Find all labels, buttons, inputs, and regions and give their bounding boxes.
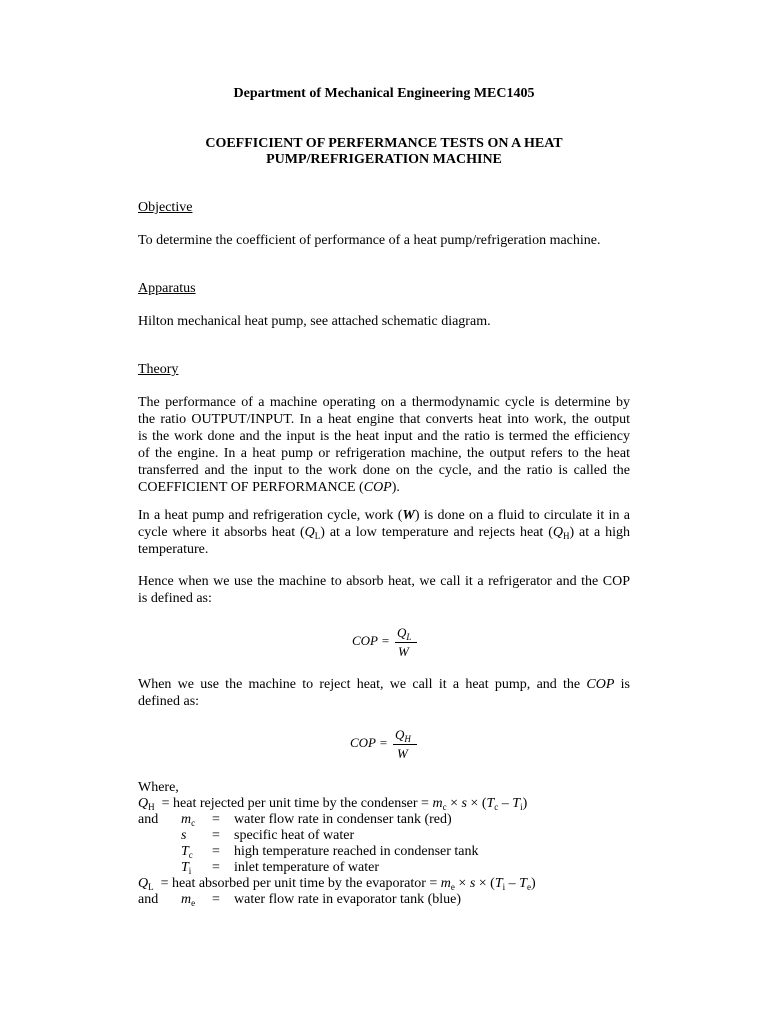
variable-symbol bbox=[181, 828, 186, 844]
formula-subscript: i bbox=[520, 802, 523, 812]
and-label: and bbox=[138, 812, 159, 827]
q-symbol: Q bbox=[552, 525, 563, 540]
formula-operator: × bbox=[446, 796, 462, 811]
equals-sign: = bbox=[212, 844, 220, 859]
text-line: is defined as: bbox=[138, 591, 212, 606]
formula-operator: – bbox=[498, 796, 513, 811]
formula-symbol: T bbox=[512, 796, 521, 811]
variable-symbol bbox=[181, 844, 193, 860]
cop-refrigerator-equation bbox=[352, 625, 422, 665]
formula-symbol: s bbox=[469, 876, 476, 891]
subscript: c bbox=[191, 818, 196, 828]
subscript: c bbox=[188, 850, 193, 860]
variable-symbol bbox=[181, 812, 195, 828]
formula-symbol: m bbox=[432, 796, 443, 811]
q-subscript: L bbox=[148, 882, 154, 892]
q-subscript: H bbox=[404, 734, 411, 744]
variable-description: high temperature reached in condenser tank bbox=[234, 844, 479, 859]
cop-symbol: COP bbox=[363, 480, 392, 495]
text-line bbox=[138, 507, 630, 524]
text-line bbox=[138, 524, 630, 541]
equation-denominator: W bbox=[397, 746, 408, 761]
formula-operator: ) bbox=[522, 796, 528, 811]
text-line bbox=[138, 676, 630, 693]
formula-symbol: T bbox=[486, 796, 495, 811]
text-fragment: In a heat pump and refrigeration cycle, work ( bbox=[138, 508, 403, 523]
formula-subscript: e bbox=[526, 882, 531, 892]
objective-heading: Objective bbox=[138, 200, 193, 215]
equation-lhs: COP = bbox=[352, 633, 390, 648]
q-symbol: Q bbox=[395, 727, 405, 742]
cop-heat-pump-equation bbox=[350, 727, 420, 767]
apparatus-heading: Apparatus bbox=[138, 281, 196, 296]
variable-symbol bbox=[181, 860, 191, 876]
variable-description: water flow rate in condenser tank (red) bbox=[234, 812, 452, 827]
formula-symbol: m bbox=[440, 876, 451, 891]
text-fragment: ). bbox=[391, 480, 400, 495]
text-fragment: cycle where it absorbs heat ( bbox=[138, 525, 305, 540]
ql-definition bbox=[138, 876, 536, 892]
text-fragment: COEFFICIENT OF PERFORMANCE ( bbox=[138, 480, 364, 495]
equation-numerator bbox=[395, 727, 411, 743]
and-label: and bbox=[138, 892, 159, 907]
symbol: m bbox=[181, 892, 192, 907]
formula-symbol: T bbox=[494, 876, 503, 891]
text-fragment: ) is done on a fluid to circulate it in a bbox=[414, 508, 630, 523]
department-heading: Department of Mechanical Engineering MEC1405 bbox=[233, 86, 535, 101]
text-line: defined as: bbox=[138, 694, 200, 709]
text-line: temperature. bbox=[138, 542, 209, 557]
text-fragment: When we use the machine to reject heat, we call it a heat pump, and the bbox=[138, 677, 587, 692]
symbol: s bbox=[181, 828, 187, 843]
qh-definition bbox=[138, 796, 527, 812]
symbol: T bbox=[181, 860, 189, 875]
q-subscript: H bbox=[148, 802, 155, 812]
theory-paragraph-3 bbox=[138, 573, 630, 607]
q-symbol: Q bbox=[304, 525, 315, 540]
theory-heading: Theory bbox=[138, 362, 179, 377]
fraction-bar bbox=[395, 642, 417, 643]
variable-description: specific heat of water bbox=[234, 828, 355, 843]
symbol: m bbox=[181, 812, 192, 827]
text-line bbox=[138, 479, 630, 496]
subscript: e bbox=[191, 898, 196, 908]
variable-description: inlet temperature of water bbox=[234, 860, 379, 875]
cop-symbol: COP bbox=[586, 677, 615, 692]
text-line: transferred and the input to the work done on the cycle, and the ratio is called the bbox=[138, 463, 630, 478]
equation-lhs: COP = bbox=[350, 735, 388, 750]
formula-subscript: i bbox=[502, 882, 506, 892]
symbol: T bbox=[181, 844, 189, 859]
formula-subscript: c bbox=[494, 802, 499, 812]
theory-paragraph-4 bbox=[138, 676, 630, 710]
where-label: Where, bbox=[138, 780, 179, 795]
text-line: the ratio OUTPUT/INPUT. In a heat engine that converts heat into work, the output bbox=[138, 412, 630, 427]
q-subscript: H bbox=[562, 531, 570, 541]
q-symbol: Q bbox=[138, 796, 149, 811]
formula-symbol: s bbox=[461, 796, 467, 811]
q-symbol: Q bbox=[138, 876, 149, 891]
equals-sign: = bbox=[212, 828, 220, 843]
objective-text: To determine the coefficient of performance of a heat pump/refrigeration machine. bbox=[138, 233, 601, 248]
q-symbol: Q bbox=[397, 625, 407, 640]
equation-denominator: W bbox=[398, 644, 409, 659]
q-subscript: L bbox=[406, 632, 412, 642]
title-line-2: PUMP/REFRIGERATION MACHINE bbox=[266, 152, 502, 167]
title-line-1: COEFFICIENT OF PERFERMANCE TESTS ON A HEAT bbox=[205, 136, 563, 151]
fraction-bar bbox=[393, 744, 417, 745]
equals-sign: = bbox=[212, 812, 220, 827]
equals-sign: = bbox=[212, 892, 220, 907]
formula-operator: × ( bbox=[466, 796, 487, 811]
equals-sign: = bbox=[212, 860, 220, 875]
text-line: is the work done and the input is the heat input and the ratio is termed the efficiency bbox=[138, 429, 630, 444]
subscript: i bbox=[188, 866, 192, 876]
variable-description: water flow rate in evaporator tank (blue) bbox=[234, 892, 462, 907]
work-symbol: W bbox=[402, 508, 415, 523]
text-fragment: is bbox=[614, 677, 631, 692]
text-line: The performance of a machine operating on a thermodynamic cycle is determine by bbox=[138, 395, 630, 410]
text-fragment: ) at a low temperature and rejects heat ( bbox=[320, 525, 553, 540]
equation-numerator bbox=[397, 625, 411, 641]
formula-operator: ) bbox=[530, 876, 536, 891]
theory-paragraph-2 bbox=[138, 507, 630, 558]
formula-operator: × ( bbox=[475, 876, 495, 891]
definition-text: = heat absorbed per unit time by the evaporator = bbox=[160, 876, 441, 891]
formula-operator: – bbox=[505, 876, 520, 891]
formula-operator: × bbox=[454, 876, 470, 891]
definition-text: = heat rejected per unit time by the condenser = bbox=[161, 796, 433, 811]
theory-paragraph-1 bbox=[138, 394, 630, 496]
apparatus-text: Hilton mechanical heat pump, see attached schematic diagram. bbox=[138, 314, 491, 329]
formula-subscript: e bbox=[450, 882, 455, 892]
q-subscript: L bbox=[314, 531, 321, 541]
text-fragment: ) at a high bbox=[569, 525, 630, 540]
formula-symbol: T bbox=[519, 876, 527, 891]
variable-symbol bbox=[181, 892, 195, 908]
formula-subscript: c bbox=[442, 802, 447, 812]
text-line: of the engine. In a heat pump or refrigeration machine, the output refers to the heat bbox=[138, 446, 630, 461]
text-line: Hence when we use the machine to absorb heat, we call it a refrigerator and the COP bbox=[138, 574, 630, 589]
